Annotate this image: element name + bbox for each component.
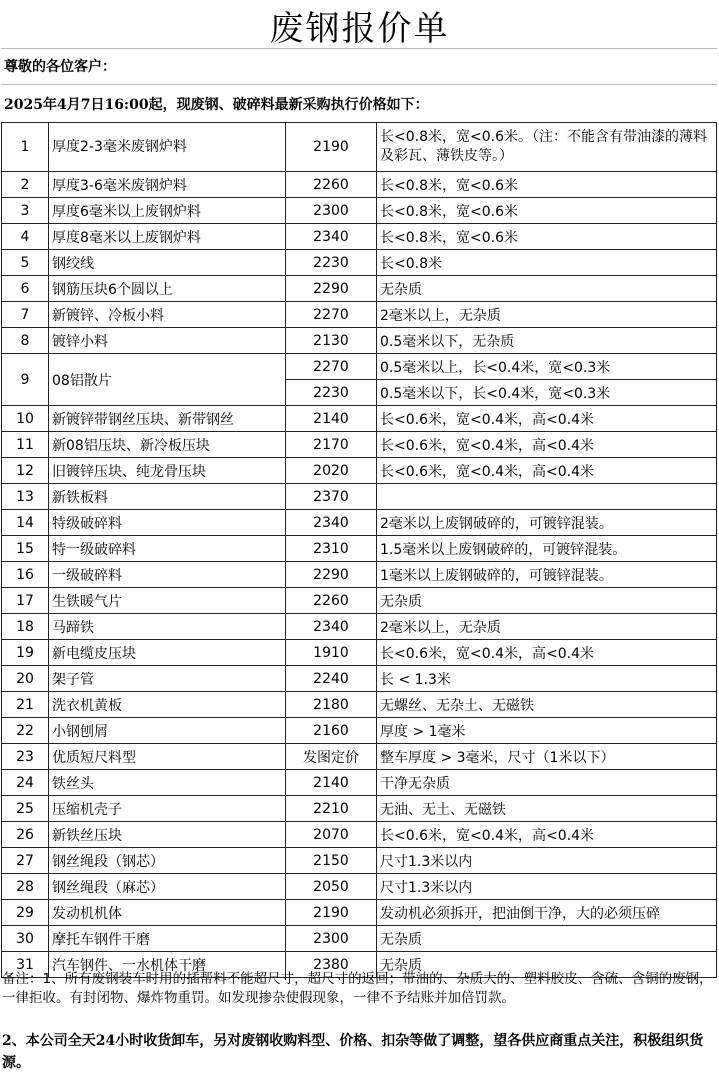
row-number: 7 <box>2 302 49 328</box>
row-number: 27 <box>2 848 49 874</box>
item-price: 2130 <box>286 328 377 354</box>
item-name: 厚度2-3毫米废钢炉料 <box>49 123 286 172</box>
item-price: 2050 <box>286 874 377 900</box>
item-note: 长<0.6米，宽<0.4米，高<0.4米 <box>377 822 717 848</box>
table-row <box>2 302 717 328</box>
row-number: 10 <box>2 406 49 432</box>
item-price: 2180 <box>286 692 377 718</box>
item-name: 新电缆皮压块 <box>49 640 286 666</box>
item-note <box>377 484 717 510</box>
table-row <box>2 770 717 796</box>
row-number: 25 <box>2 796 49 822</box>
table-row <box>2 562 717 588</box>
item-name: 铁丝头 <box>49 770 286 796</box>
item-price: 2300 <box>286 926 377 952</box>
item-price: 1910 <box>286 640 377 666</box>
item-note: 无油、无土、无磁铁 <box>377 796 717 822</box>
item-name: 厚度8毫米以上废钢炉料 <box>49 224 286 250</box>
item-price: 2260 <box>286 588 377 614</box>
item-price: 2020 <box>286 458 377 484</box>
item-price: 2340 <box>286 224 377 250</box>
row-number: 20 <box>2 666 49 692</box>
table-row <box>2 744 717 770</box>
table-row <box>2 406 717 432</box>
table-row <box>2 822 717 848</box>
item-name: 钢筋压块6个圆以上 <box>49 276 286 302</box>
item-price: 2260 <box>286 172 377 198</box>
row-number: 29 <box>2 900 49 926</box>
intro-text: 2025年4月7日16:00起，现废钢、破碎料最新采购执行价格如下： <box>4 97 429 113</box>
item-name: 新铁丝压块 <box>49 822 286 848</box>
greeting: 尊敬的各位客户： <box>4 59 116 75</box>
item-price: 2070 <box>286 822 377 848</box>
item-price: 2270 <box>286 302 377 328</box>
table-row <box>2 510 717 536</box>
footer-note-2: 2、本公司全天24小时收货卸车，另对废钢收购料型、价格、扣杂等做了调整，望各供应商重点关注，积极组织货源。 <box>2 1033 704 1071</box>
item-price: 发图定价 <box>286 744 377 770</box>
item-note: 长 < 1.3米 <box>377 666 717 692</box>
item-name: 架子管 <box>49 666 286 692</box>
item-note: 0.5毫米以上，长<0.4米，宽<0.3米 <box>377 354 717 380</box>
row-number: 11 <box>2 432 49 458</box>
item-note: 长<0.8米 <box>377 250 717 276</box>
item-price: 2210 <box>286 796 377 822</box>
row-number: 1 <box>2 123 49 172</box>
row-number: 21 <box>2 692 49 718</box>
table-row <box>2 666 717 692</box>
item-name: 一级破碎料 <box>49 562 286 588</box>
table-row <box>2 718 717 744</box>
item-name: 发动机机体 <box>49 900 286 926</box>
item-price: 2300 <box>286 198 377 224</box>
item-note: 整车厚度 > 3毫米，尺寸（1米以下） <box>377 744 717 770</box>
row-number: 24 <box>2 770 49 796</box>
item-name: 洗衣机黄板 <box>49 692 286 718</box>
item-price: 2190 <box>286 900 377 926</box>
item-price: 2290 <box>286 562 377 588</box>
item-note: 2毫米以上，无杂质 <box>377 302 717 328</box>
row-number: 31 <box>2 952 49 978</box>
table-row <box>2 328 717 354</box>
item-note: 无杂质 <box>377 588 717 614</box>
row-number: 12 <box>2 458 49 484</box>
item-note: 0.5毫米以下，长<0.4米，宽<0.3米 <box>377 380 717 406</box>
item-price: 2160 <box>286 718 377 744</box>
item-name: 新镀锌带钢丝压块、新带钢丝 <box>49 406 286 432</box>
item-name: 新镀锌、冷板小料 <box>49 302 286 328</box>
table-row <box>2 250 717 276</box>
row-number: 26 <box>2 822 49 848</box>
item-note: 长<0.6米，宽<0.4米，高<0.4米 <box>377 640 717 666</box>
table-row <box>2 276 717 302</box>
item-note: 尺寸1.3米以内 <box>377 848 717 874</box>
item-note: 无杂质 <box>377 926 717 952</box>
table-row <box>2 354 717 380</box>
row-number: 16 <box>2 562 49 588</box>
item-price: 2340 <box>286 614 377 640</box>
item-note: 长<0.8米，宽<0.6米。（注：不能含有带油漆的薄料及彩瓦、薄铁皮等。） <box>377 123 717 172</box>
item-price: 2380 <box>286 952 377 978</box>
row-number: 28 <box>2 874 49 900</box>
item-note: 长<0.6米，宽<0.4米，高<0.4米 <box>377 432 717 458</box>
row-number: 2 <box>2 172 49 198</box>
table-row <box>2 484 717 510</box>
table-row <box>2 198 717 224</box>
item-note: 干净无杂质 <box>377 770 717 796</box>
item-price: 2310 <box>286 536 377 562</box>
item-price: 2230 <box>286 250 377 276</box>
table-row <box>2 692 717 718</box>
item-note: 长<0.8米，宽<0.6米 <box>377 172 717 198</box>
item-note: 长<0.6米，宽<0.4米，高<0.4米 <box>377 458 717 484</box>
item-name: 旧镀锌压块、纯龙骨压块 <box>49 458 286 484</box>
table-row <box>2 614 717 640</box>
row-number: 17 <box>2 588 49 614</box>
row-number: 13 <box>2 484 49 510</box>
item-note: 无杂质 <box>377 276 717 302</box>
footer-note-1: 备注：1、所有废钢装车时用的插帮料不能超尺寸，超尺寸的返回；带油的、杂质大的、塑料胶皮、含硫、含铜的废钢，一律拒收。有封闭物、爆炸物重罚。如发现掺杂使假现象，一律不予结账并加倍罚款。 <box>2 971 713 1006</box>
table-row <box>2 224 717 250</box>
price-table <box>1 122 717 978</box>
table-row <box>2 796 717 822</box>
item-name: 马蹄铁 <box>49 614 286 640</box>
item-note: 1毫米以上废钢破碎的，可镀锌混装。 <box>377 562 717 588</box>
row-number: 14 <box>2 510 49 536</box>
item-note: 长<0.8米，宽<0.6米 <box>377 224 717 250</box>
item-price: 2270 <box>286 354 377 380</box>
item-note: 长<0.8米，宽<0.6米 <box>377 198 717 224</box>
item-note: 厚度 > 1毫米 <box>377 718 717 744</box>
item-name: 厚度3-6毫米废钢炉料 <box>49 172 286 198</box>
item-name: 生铁暖气片 <box>49 588 286 614</box>
item-price: 2150 <box>286 848 377 874</box>
table-row <box>2 536 717 562</box>
item-name: 钢丝绳段（麻芯） <box>49 874 286 900</box>
item-price: 2230 <box>286 380 377 406</box>
divider <box>1 48 717 49</box>
table-row <box>2 640 717 666</box>
row-number: 8 <box>2 328 49 354</box>
item-note: 发动机必须拆开，把油倒干净，大的必须压碎 <box>377 900 717 926</box>
row-number: 19 <box>2 640 49 666</box>
item-name: 08铝散片 <box>49 354 286 406</box>
row-number: 5 <box>2 250 49 276</box>
item-price: 2370 <box>286 484 377 510</box>
table-row <box>2 874 717 900</box>
item-note: 2毫米以上，无杂质 <box>377 614 717 640</box>
row-number: 18 <box>2 614 49 640</box>
item-name: 镀锌小料 <box>49 328 286 354</box>
item-price: 2140 <box>286 406 377 432</box>
row-number: 30 <box>2 926 49 952</box>
row-number: 15 <box>2 536 49 562</box>
item-name: 摩托车钢件干磨 <box>49 926 286 952</box>
divider <box>1 84 717 85</box>
item-note: 长<0.6米，宽<0.4米，高<0.4米 <box>377 406 717 432</box>
item-name: 厚度6毫米以上废钢炉料 <box>49 198 286 224</box>
item-name: 汽车钢件、一水机体干磨 <box>49 952 286 978</box>
table-row <box>2 458 717 484</box>
item-name: 压缩机壳子 <box>49 796 286 822</box>
item-price: 2170 <box>286 432 377 458</box>
item-note: 0.5毫米以下，无杂质 <box>377 328 717 354</box>
item-name: 新铁板料 <box>49 484 286 510</box>
item-price: 2190 <box>286 123 377 172</box>
item-price: 2290 <box>286 276 377 302</box>
row-number: 22 <box>2 718 49 744</box>
item-name: 钢绞线 <box>49 250 286 276</box>
table-row <box>2 172 717 198</box>
table-row <box>2 432 717 458</box>
row-number: 9 <box>2 354 49 406</box>
item-name: 优质短尺料型 <box>49 744 286 770</box>
item-price: 2340 <box>286 510 377 536</box>
table-row <box>2 848 717 874</box>
item-name: 钢丝绳段（钢芯） <box>49 848 286 874</box>
item-name: 新08铝压块、新冷板压块 <box>49 432 286 458</box>
item-note: 尺寸1.3米以内 <box>377 874 717 900</box>
table-row <box>2 123 717 172</box>
item-price: 2140 <box>286 770 377 796</box>
item-note: 2毫米以上废钢破碎的，可镀锌混装。 <box>377 510 717 536</box>
item-note: 无螺丝、无杂土、无磁铁 <box>377 692 717 718</box>
page-title: 废钢报价单 <box>269 8 450 49</box>
item-note: 无杂质 <box>377 952 717 978</box>
row-number: 23 <box>2 744 49 770</box>
row-number: 3 <box>2 198 49 224</box>
item-price: 2240 <box>286 666 377 692</box>
row-number: 4 <box>2 224 49 250</box>
item-note: 1.5毫米以上废钢破碎的，可镀锌混装。 <box>377 536 717 562</box>
item-name: 小钢刨屑 <box>49 718 286 744</box>
table-row <box>2 900 717 926</box>
table-row <box>2 926 717 952</box>
table-row <box>2 588 717 614</box>
row-number: 6 <box>2 276 49 302</box>
item-name: 特一级破碎料 <box>49 536 286 562</box>
item-name: 特级破碎料 <box>49 510 286 536</box>
